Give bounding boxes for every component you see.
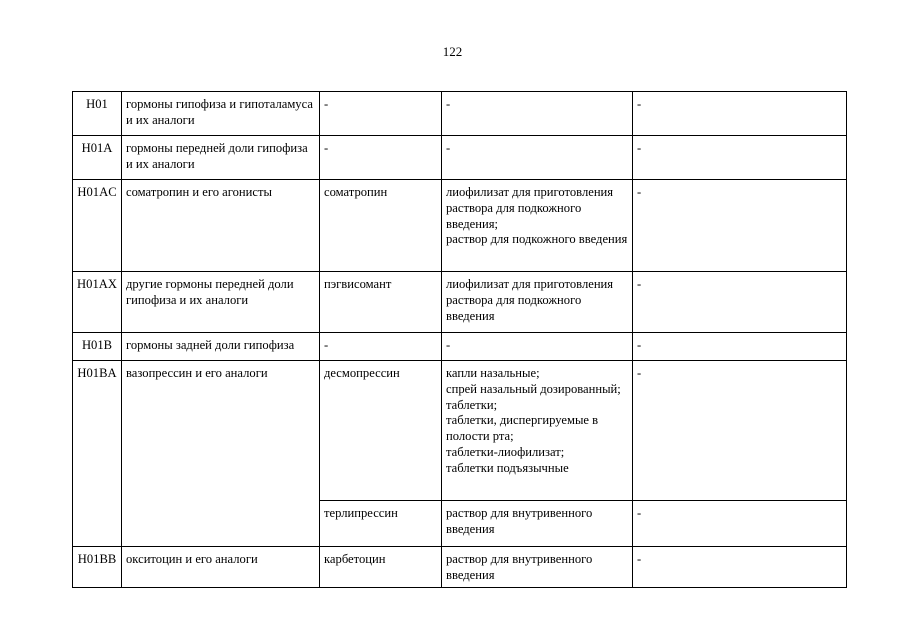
note-cell: - — [633, 501, 847, 547]
drug-name: терлипрессин — [320, 501, 442, 547]
dosage-form: раствор для внутривенного введения — [446, 506, 593, 536]
page-number: 122 — [442, 44, 463, 59]
anatomical-group: гормоны гипофиза и гипоталамуса и их аналоги — [122, 92, 320, 136]
drug-name: - — [320, 333, 442, 361]
table-row — [73, 272, 847, 333]
atc-code: H01AX — [73, 272, 122, 333]
table-row — [73, 547, 847, 588]
drug-name: пэгвисомант — [320, 272, 442, 333]
dosage-forms — [442, 272, 633, 333]
note-cell: - — [633, 92, 847, 136]
drug-name: десмопрессин — [320, 361, 442, 501]
dosage-forms — [442, 333, 633, 361]
dosage-form: таблетки-лиофилизат; — [446, 444, 565, 459]
drug-name: - — [320, 92, 442, 136]
note-cell: - — [633, 180, 847, 272]
atc-code: H01 — [73, 92, 122, 136]
dosage-form: капли назальные; — [446, 366, 540, 380]
drug-table — [72, 91, 847, 588]
table-row — [73, 92, 847, 136]
table-row — [73, 361, 847, 501]
dosage-form: - — [446, 97, 451, 111]
dosage-forms — [442, 501, 633, 547]
note-cell: - — [633, 272, 847, 333]
dosage-forms — [442, 92, 633, 136]
dosage-form: таблетки подъязычные — [446, 460, 569, 475]
atc-code: H01B — [73, 333, 122, 361]
dosage-forms — [442, 547, 633, 588]
anatomical-group: гормоны задней доли гипофиза — [122, 333, 320, 361]
dosage-forms — [442, 136, 633, 180]
table-row — [73, 180, 847, 272]
drug-name: карбетоцин — [320, 547, 442, 588]
dosage-form: раствор для внутривенного введения — [446, 552, 593, 582]
anatomical-group: окситоцин и его аналоги — [122, 547, 320, 588]
table-row — [73, 333, 847, 361]
drug-name: - — [320, 136, 442, 180]
anatomical-group: гормоны передней доли гипофиза и их аналоги — [122, 136, 320, 180]
dosage-form: спрей назальный дозированный; — [446, 381, 621, 396]
drug-name: соматропин — [320, 180, 442, 272]
dosage-form: таблетки; — [446, 397, 498, 412]
note-cell: - — [633, 333, 847, 361]
anatomical-group: соматропин и его агонисты — [122, 180, 320, 272]
anatomical-group: вазопрессин и его аналоги — [122, 361, 320, 547]
dosage-forms — [442, 361, 633, 501]
atc-code: H01BA — [73, 361, 122, 547]
dosage-form: лиофилизат для приготовления раствора для подкожного введения — [446, 277, 614, 323]
atc-code: H01AC — [73, 180, 122, 272]
dosage-form: раствор для подкожного введения — [446, 232, 628, 247]
dosage-forms — [442, 180, 633, 272]
atc-code: H01BB — [73, 547, 122, 588]
dosage-form: лиофилизат для приготовления раствора для подкожного введения; — [446, 185, 614, 231]
table-row — [73, 136, 847, 180]
dosage-form: таблетки, диспергируемые в полости рта; — [446, 413, 599, 444]
dosage-form: - — [446, 141, 451, 155]
note-cell: - — [633, 361, 847, 501]
atc-code: H01A — [73, 136, 122, 180]
anatomical-group: другие гормоны передней доли гипофиза и их аналоги — [122, 272, 320, 333]
note-cell: - — [633, 136, 847, 180]
dosage-form: - — [446, 338, 451, 352]
note-cell: - — [633, 547, 847, 588]
